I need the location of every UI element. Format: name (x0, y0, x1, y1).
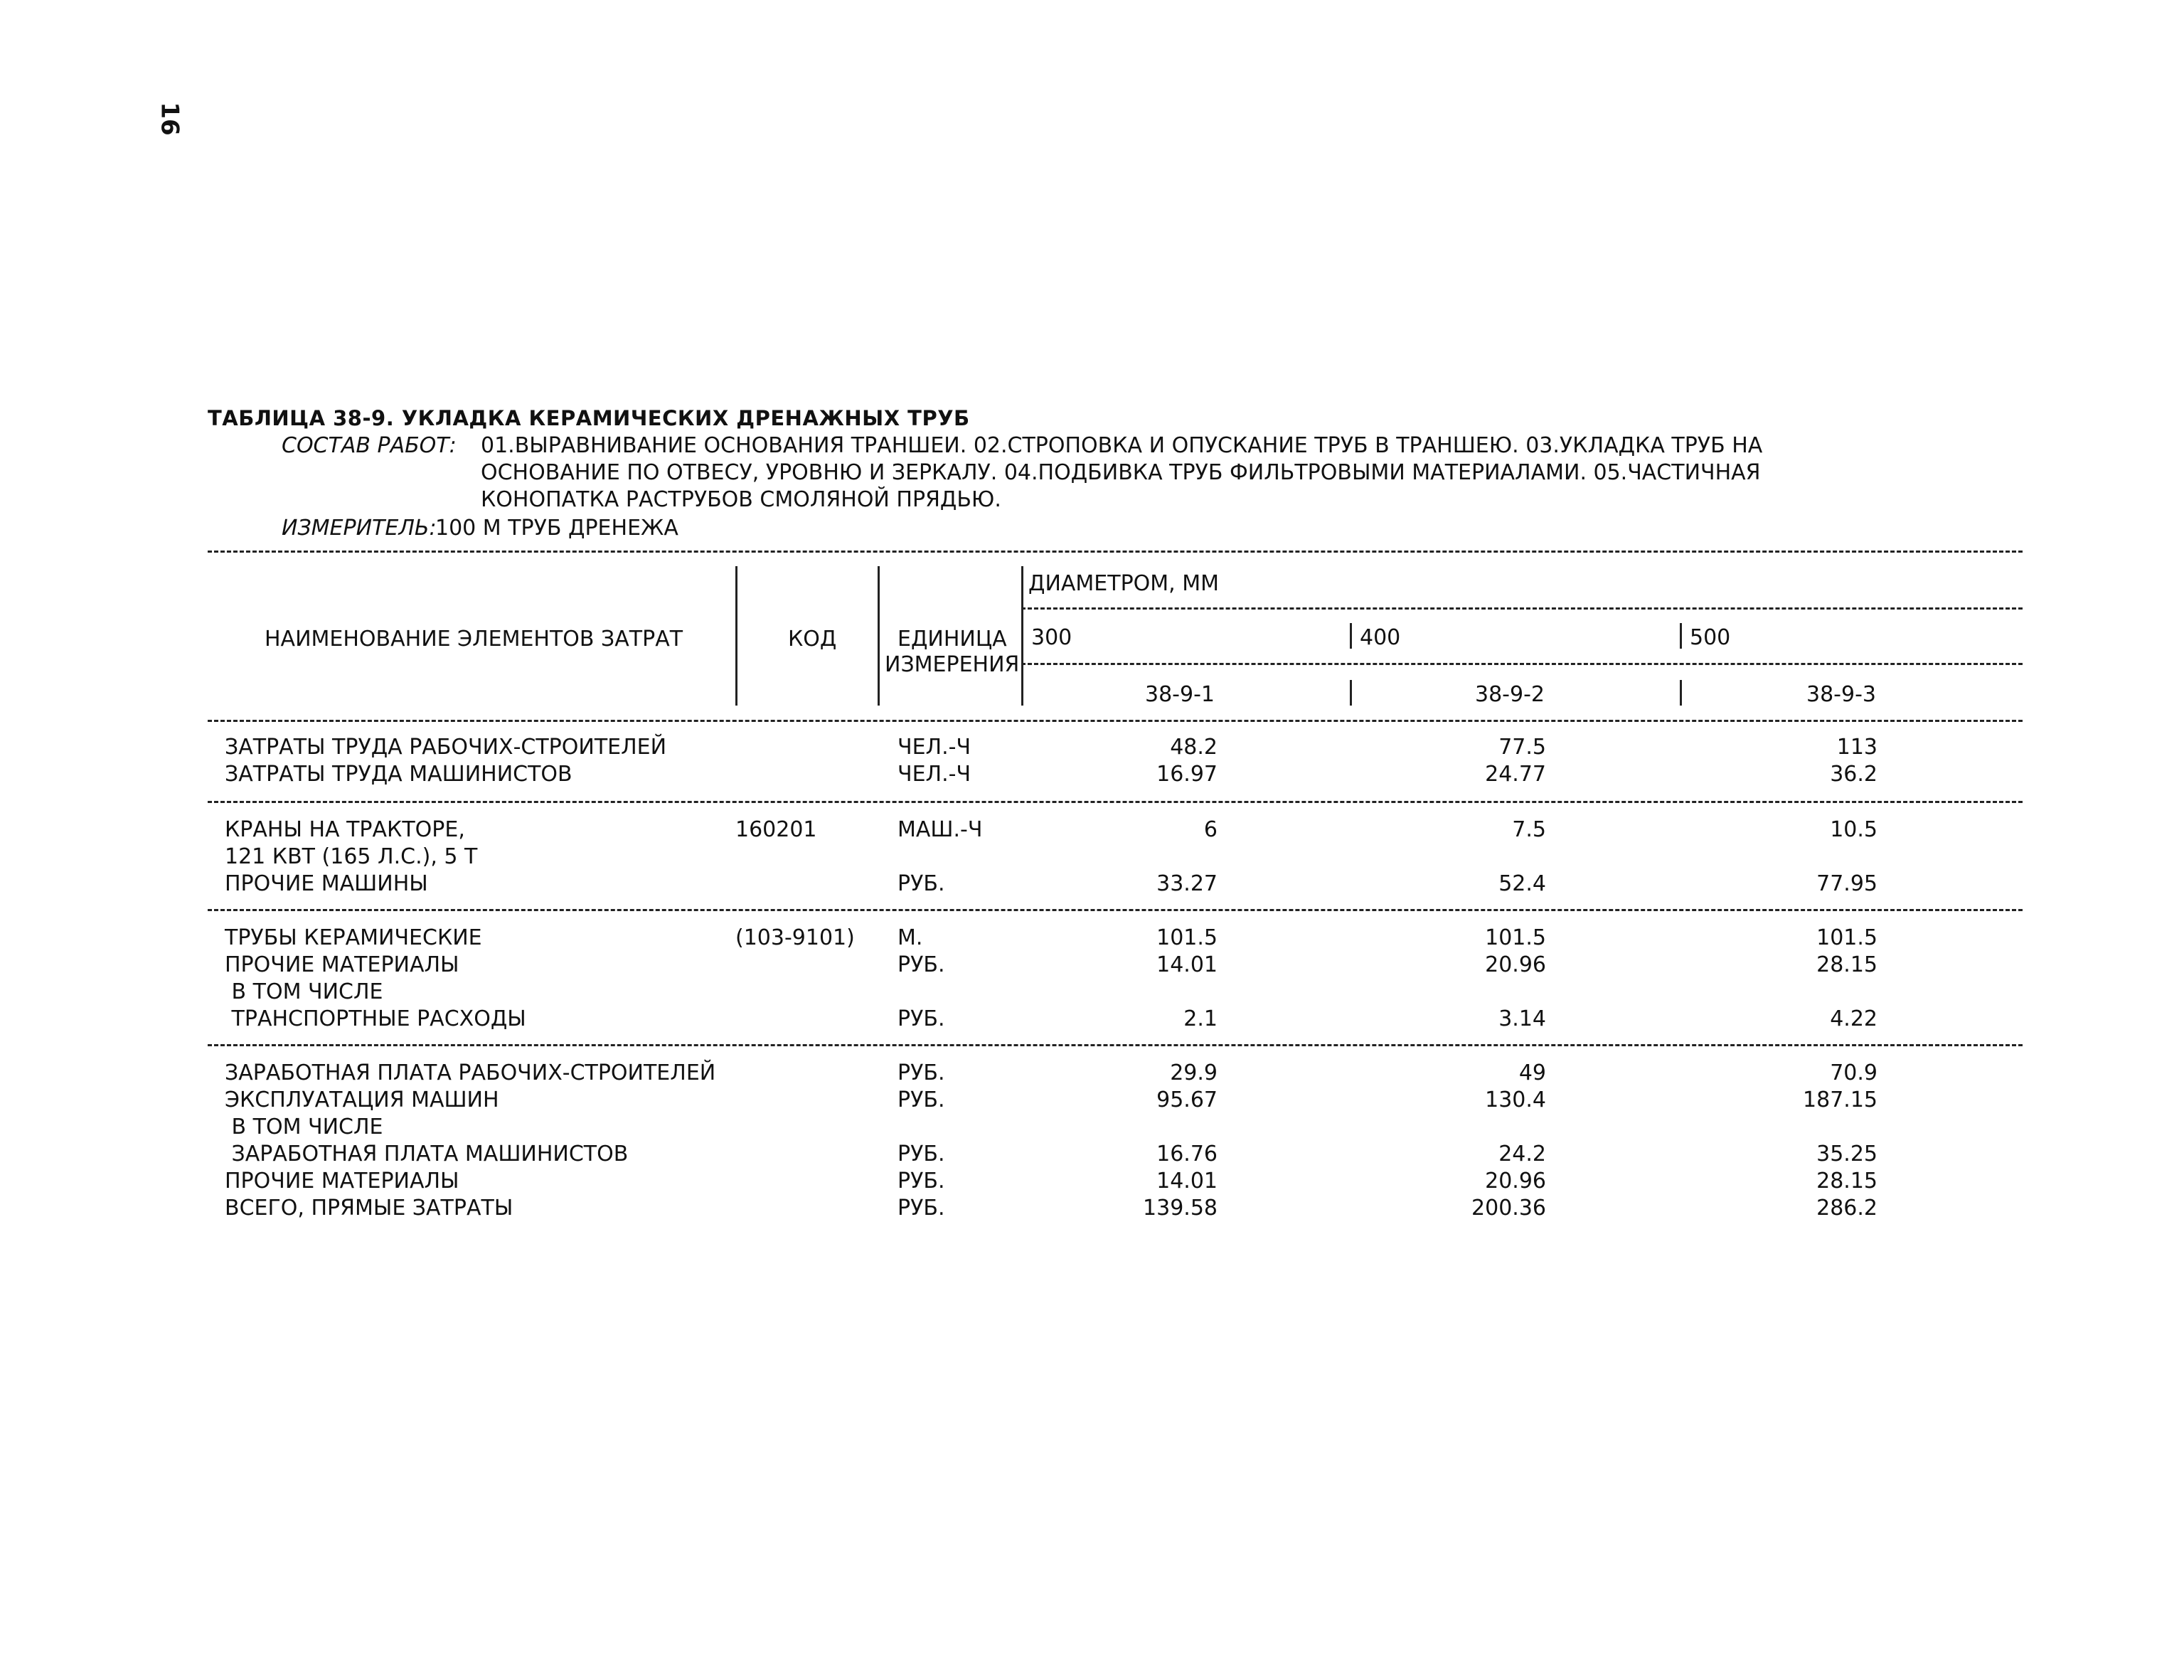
row-value-300: 16.76 (1156, 1142, 1218, 1166)
row-value-300: 48.2 (1170, 735, 1218, 760)
row-value-500: 77.95 (1816, 871, 1877, 896)
row-value-400: 77.5 (1498, 735, 1546, 760)
row-value-400: 52.4 (1498, 871, 1546, 896)
row-unit: РУБ. (897, 1196, 945, 1221)
row-unit: ЧЕЛ.-Ч (897, 735, 971, 760)
header-diameter-400: 400 (1360, 625, 1401, 650)
header-code: КОД (788, 627, 837, 652)
row-value-400: 49 (1518, 1060, 1546, 1085)
row-name: ПРОЧИЕ МАТЕРИАЛЫ (225, 952, 459, 977)
header-unit-1: ЕДИНИЦА (897, 627, 1007, 652)
section-rule-1 (208, 801, 2023, 803)
row-name: ЗАТРАТЫ ТРУДА РАБОЧИХ-СТРОИТЕЛЕЙ (225, 735, 667, 760)
row-name: ПРОЧИЕ МАТЕРИАЛЫ (225, 1169, 459, 1193)
header-rule-diameters (1021, 663, 2023, 665)
row-value-400: 101.5 (1485, 925, 1546, 950)
row-unit: РУБ. (897, 1142, 945, 1166)
row-value-300: 16.97 (1156, 762, 1218, 787)
row-name: ТРАНСПОРТНЫЕ РАСХОДЫ (225, 1006, 526, 1031)
col-separator-code (735, 566, 737, 706)
header-code-38-9-1: 38-9-1 (1145, 682, 1215, 707)
row-value-400: 130.4 (1485, 1088, 1546, 1112)
row-value-500: 101.5 (1816, 925, 1877, 950)
row-code: 160201 (735, 817, 817, 842)
row-value-500: 4.22 (1830, 1006, 1877, 1031)
row-value-500: 70.9 (1830, 1060, 1877, 1085)
row-unit: РУБ. (897, 1006, 945, 1031)
row-value-500: 28.15 (1816, 952, 1877, 977)
row-name: 121 КВТ (165 Л.С.), 5 Т (225, 844, 478, 869)
row-unit: М. (897, 925, 923, 950)
header-diameter-500: 500 (1690, 625, 1731, 650)
row-value-500: 187.15 (1803, 1088, 1877, 1112)
row-value-300: 33.27 (1156, 871, 1218, 896)
header-diameter-300: 300 (1031, 625, 1072, 650)
row-code: (103-9101) (735, 925, 855, 950)
row-value-300: 6 (1203, 817, 1218, 842)
row-unit: РУБ. (897, 1169, 945, 1193)
row-value-300: 2.1 (1183, 1006, 1218, 1031)
row-value-300: 101.5 (1156, 925, 1218, 950)
header-diameter: ДИАМЕТРОМ, ММ (1028, 571, 1219, 596)
row-value-400: 24.2 (1498, 1142, 1546, 1166)
header-bottom-rule (208, 720, 2023, 722)
col-separator-unit (878, 566, 880, 706)
table-title: ТАБЛИЦА 38-9. УКЛАДКА КЕРАМИЧЕСКИХ ДРЕНАЖНЫХ ТРУБ (208, 406, 970, 430)
row-value-500: 286.2 (1816, 1196, 1877, 1221)
header-code-38-9-3: 38-9-3 (1806, 682, 1876, 707)
row-value-400: 20.96 (1485, 952, 1546, 977)
row-value-400: 24.77 (1485, 762, 1546, 787)
measure-label: ИЗМЕРИТЕЛЬ: (282, 516, 437, 541)
row-value-500: 113 (1836, 735, 1877, 760)
row-unit: РУБ. (897, 952, 945, 977)
row-name: ЗАРАБОТНАЯ ПЛАТА МАШИНИСТОВ (225, 1142, 629, 1166)
row-value-400: 200.36 (1471, 1196, 1546, 1221)
col-separator-code-3 (1680, 680, 1682, 706)
row-name: ВСЕГО, ПРЯМЫЕ ЗАТРАТЫ (225, 1196, 513, 1221)
row-name: В ТОМ ЧИСЛЕ (225, 979, 383, 1004)
row-value-300: 139.58 (1143, 1196, 1218, 1221)
row-unit: РУБ. (897, 1088, 945, 1112)
row-unit: ЧЕЛ.-Ч (897, 762, 971, 787)
row-value-500: 35.25 (1816, 1142, 1877, 1166)
row-name: ТРУБЫ КЕРАМИЧЕСКИЕ (225, 925, 482, 950)
row-value-500: 28.15 (1816, 1169, 1877, 1193)
row-value-500: 10.5 (1830, 817, 1877, 842)
row-value-300: 14.01 (1156, 952, 1218, 977)
composition-line-1: 01.ВЫРАВНИВАНИЕ ОСНОВАНИЯ ТРАНШЕИ. 02.СТРОПОВКА И ОПУСКАНИЕ ТРУБ В ТРАНШЕЮ. 03.УКЛАДКА ТРУБ НА (481, 433, 1763, 458)
header-name: НАИМЕНОВАНИЕ ЭЛЕМЕНТОВ ЗАТРАТ (265, 627, 683, 652)
row-value-500: 36.2 (1830, 762, 1877, 787)
col-separator-500 (1680, 623, 1682, 649)
composition-line-3: КОНОПАТКА РАСТРУБОВ СМОЛЯНОЙ ПРЯДЬЮ. (481, 487, 1001, 512)
row-name: ЗАРАБОТНАЯ ПЛАТА РАБОЧИХ-СТРОИТЕЛЕЙ (225, 1060, 716, 1085)
row-value-300: 29.9 (1170, 1060, 1218, 1085)
row-value-400: 20.96 (1485, 1169, 1546, 1193)
composition-label: СОСТАВ РАБОТ: (282, 433, 457, 458)
composition-line-2: ОСНОВАНИЕ ПО ОТВЕСУ, УРОВНЮ И ЗЕРКАЛУ. 04.ПОДБИВКА ТРУБ ФИЛЬТРОВЫМИ МАТЕРИАЛАМИ. 05.ЧАСТИЧНАЯ (481, 460, 1761, 485)
row-unit: РУБ. (897, 871, 945, 896)
header-rule-diameter (1021, 607, 2023, 610)
row-unit: РУБ. (897, 1060, 945, 1085)
header-code-38-9-2: 38-9-2 (1475, 682, 1545, 707)
col-separator-400 (1350, 623, 1352, 649)
col-separator-code-2 (1350, 680, 1352, 706)
section-rule-2 (208, 909, 2023, 911)
row-value-400: 3.14 (1498, 1006, 1546, 1031)
page-number: 16 (155, 102, 184, 136)
row-name: КРАНЫ НА ТРАКТОРЕ, (225, 817, 465, 842)
col-separator-diameter (1021, 566, 1023, 706)
row-name: ЭКСПЛУАТАЦИЯ МАШИН (225, 1088, 499, 1112)
row-name: ЗАТРАТЫ ТРУДА МАШИНИСТОВ (225, 762, 572, 787)
row-value-300: 14.01 (1156, 1169, 1218, 1193)
row-value-300: 95.67 (1156, 1088, 1218, 1112)
section-rule-3 (208, 1044, 2023, 1046)
row-unit: МАШ.-Ч (897, 817, 983, 842)
measure-value: 100 М ТРУБ ДРЕНЕЖА (435, 516, 678, 541)
row-name: ПРОЧИЕ МАШИНЫ (225, 871, 428, 896)
row-name: В ТОМ ЧИСЛЕ (225, 1115, 383, 1139)
header-unit-2: ИЗМЕРЕНИЯ (885, 652, 1020, 677)
row-value-400: 7.5 (1512, 817, 1546, 842)
table-top-rule (208, 551, 2023, 553)
